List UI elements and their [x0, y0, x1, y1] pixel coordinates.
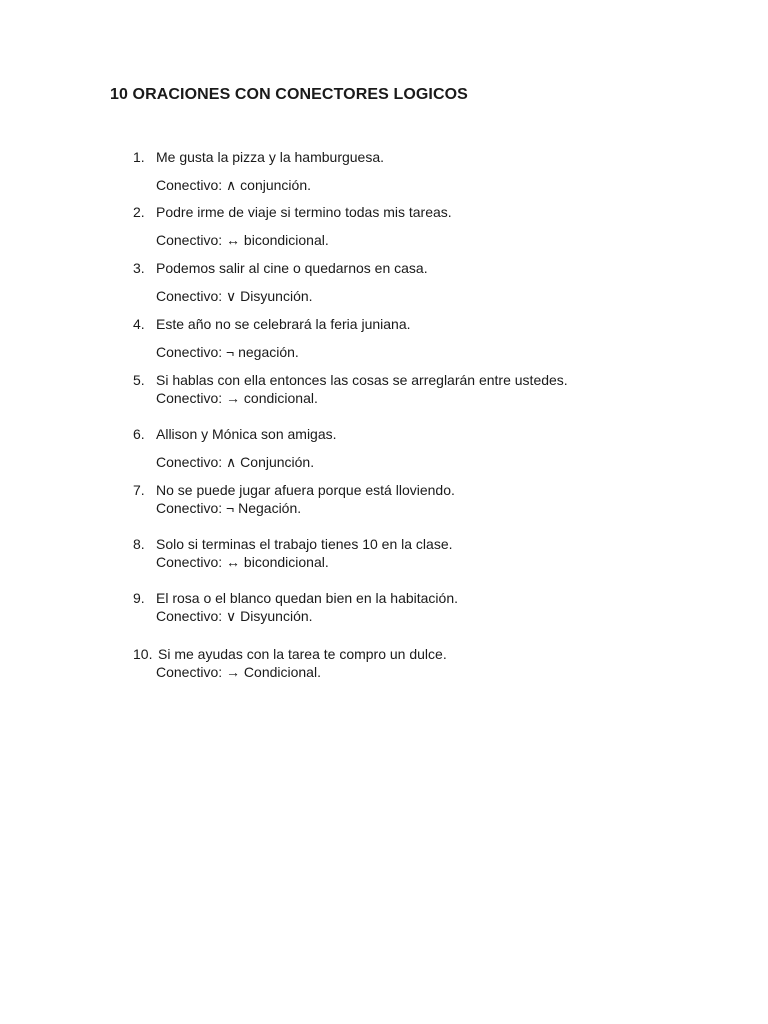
list-item-6: [133, 425, 337, 443]
item-connective-5: Conectivo: → condicional.: [156, 390, 318, 406]
item-connective-2: Conectivo: ↔ bicondicional.: [156, 232, 329, 248]
list-item-2: [133, 203, 452, 221]
list-item-4: [133, 315, 411, 333]
item-connective-1: Conectivo: ∧ conjunción.: [156, 177, 311, 193]
list-item-7: [133, 481, 455, 499]
item-connective-7: Conectivo: ¬ Negación.: [156, 500, 302, 516]
item-number: 6.: [133, 426, 145, 442]
item-number: 2.: [133, 204, 145, 220]
list-item-9: [133, 589, 458, 607]
item-number: 7.: [133, 482, 145, 498]
item-connective-8: Conectivo: ↔ bicondicional.: [156, 554, 329, 570]
item-sentence: Si hablas con ella entonces las cosas se arreglarán entre ustedes.: [156, 372, 568, 388]
item-sentence: Me gusta la pizza y la hamburguesa.: [156, 149, 385, 165]
item-sentence: No se puede jugar afuera porque está lloviendo.: [156, 482, 455, 498]
list-item-1: [133, 148, 384, 166]
item-sentence: Este año no se celebrará la feria juniana.: [156, 316, 411, 332]
item-connective-10: Conectivo: → Condicional.: [156, 664, 321, 680]
list-item-8: [133, 535, 453, 553]
item-number: 9.: [133, 590, 145, 606]
document-title: 10 ORACIONES CON CONECTORES LOGICOS: [110, 86, 468, 103]
list-item-3: [133, 259, 428, 277]
item-number: 4.: [133, 316, 145, 332]
item-sentence: El rosa o el blanco quedan bien en la habitación.: [156, 590, 458, 606]
item-number: 5.: [133, 372, 145, 388]
list-item-5: [133, 371, 568, 389]
item-sentence: Si me ayudas con la tarea te compro un dulce.: [158, 646, 447, 662]
item-connective-4: Conectivo: ¬ negación.: [156, 344, 299, 360]
item-number: 1.: [133, 149, 145, 165]
item-connective-6: Conectivo: ∧ Conjunción.: [156, 454, 315, 470]
item-connective-3: Conectivo: ∨ Disyunción.: [156, 288, 313, 304]
item-number: 10.: [133, 646, 153, 662]
item-sentence: Allison y Mónica son amigas.: [156, 426, 337, 442]
item-number: 3.: [133, 260, 145, 276]
list-item-10: [133, 645, 447, 663]
item-sentence: Podre irme de viaje si termino todas mis tareas.: [156, 204, 452, 220]
item-connective-9: Conectivo: ∨ Disyunción.: [156, 608, 313, 624]
item-number: 8.: [133, 536, 145, 552]
item-sentence: Solo si terminas el trabajo tienes 10 en la clase.: [156, 536, 453, 552]
item-sentence: Podemos salir al cine o quedarnos en casa.: [156, 260, 428, 276]
